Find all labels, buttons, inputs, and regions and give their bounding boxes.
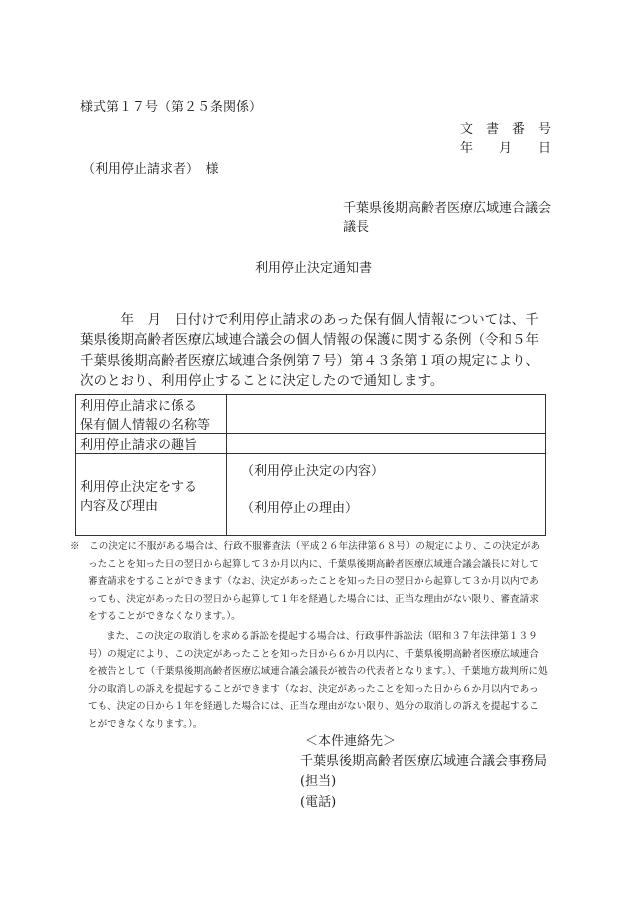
addressee: （利用停止請求者） 様 [82,162,219,177]
issuer-organization: 千葉県後期高齢者医療広域連合議会 [343,201,552,216]
contact-office: 千葉県後期高齢者医療広域連合議会事務局 [300,754,548,769]
date-label: 年 月 日 [459,141,551,156]
appeal-note [70,538,548,626]
row3-value-cell [227,454,546,536]
appeal-note-text: ※ この決定に不服がある場合は、行政不服審査法（平成２６年法律第６８号）の規定により、この決定があったことを知った日の翌日から起算して３か月以内に、千葉県後期高齢者医療広域連合議会議長に対して審査請求をすることができます（なお、決定があったことを知った日の翌日から起算して３か月以内であっても、決定があった日の翌日から起算して１年を経過した場合には、正当な理由がない限り、審査請求をすることができなくなります。）。 [70,541,541,622]
row2-label-cell: 利用停止請求の趣旨 [76,434,227,454]
table-label-cell [76,454,227,536]
document-number-label: 文 書 番 号 [459,122,551,137]
row2-value-cell [227,434,546,454]
row1-label-line1: 利用停止請求に係る [80,399,198,414]
contact-person: (担当) [300,774,337,789]
issuer-title: 議長 [343,220,370,235]
document-title: 利用停止決定通知書 [255,261,373,276]
contact-phone: (電話) [300,795,337,810]
decision-reason-label: （利用停止の理由） [241,501,359,516]
table-label-cell [76,395,227,434]
row1-label-line2: 保有個人情報の名称等 [80,418,211,433]
body-paragraph: 年 月 日付けで利用停止請求のあった保有個人情報については、千葉県後期高齢者医療広域連合議会の個人情報の保護に関する条例（令和５年千葉県後期高齢者医療広域連合条例第７号）第４３条第１項の規定により、次のとおり、利用停止することに決定したので通知します。 [80,311,539,389]
info-table [75,394,546,536]
row3-label-line1: 利用停止決定をする [80,479,198,495]
decision-content-label: （利用停止決定の内容） [241,464,385,479]
lawsuit-note [70,628,548,733]
form-number-label: 様式第１７号（第２５条関係） [80,100,263,115]
row1-value-cell [227,395,546,434]
contact-heading: ＜本件連絡先＞ [305,734,397,749]
row3-label-line2: 内容及び理由 [80,498,159,514]
table-row [76,434,546,454]
table-row [76,454,546,536]
table-row [76,395,546,434]
lawsuit-note-text: また、この決定の取消しを求める訴訟を提起する場合は、行政事件訴訟法（昭和３７年法律第１３９号）の規定により、この決定があったことを知った日から６か月以内に、千葉県後期高齢者医療広域連合を被告として（千葉県後期高齢者医療広域連合議会議長が被告の代表者となります。）、千葉地方裁判所に処分の取消しの訴えを提起することができます（なお、決定があったことを知った日から６か月以内であっても、決定の日から１年を経過した場合には、正当な理由がない限り、処分の取消しの訴えを提起することができなくなります。）。 [88,631,548,730]
